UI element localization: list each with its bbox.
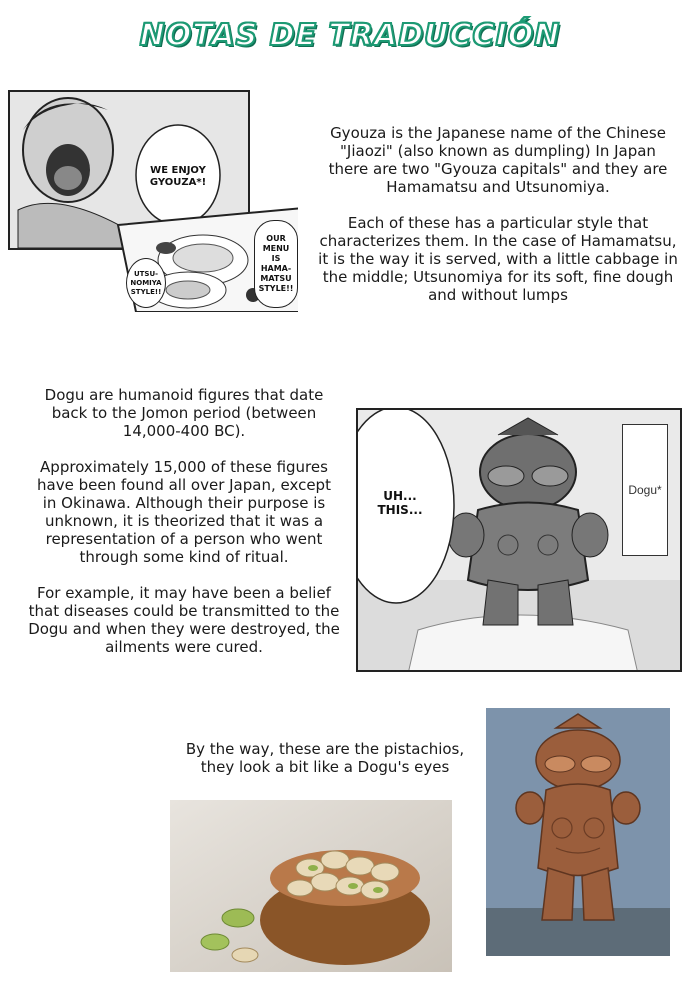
speech-bubble-utsunomiya: UTSU-NOMIYA STYLE!!: [126, 258, 166, 308]
dogu-statue-photo: [486, 708, 670, 956]
gyouza-paragraph-1: Gyouza is the Japanese name of the Chinese "Jiaozi" (also known as dumpling) In Japan there are two "Gyouza capitals" and they are Hamamatsu and Utsunomiya.: [328, 124, 668, 196]
gyouza-manga-panel: [8, 90, 298, 312]
dogu-notes: [28, 386, 340, 656]
dogu-caption-label: Dogu*: [622, 424, 668, 556]
dogu-statue-art: [486, 708, 670, 956]
pistachio-note: [176, 740, 474, 776]
pistachio-text: By the way, these are the pistachios, they look a bit like a Dogu's eyes: [185, 740, 465, 776]
dogu-paragraph-1: Dogu are humanoid figures that date back to the Jomon period (between 14,000-400 BC).: [44, 386, 324, 440]
gyouza-notes: [318, 124, 678, 304]
pistachio-photo: [170, 800, 452, 972]
speech-bubble-menu: OUR MENU IS HAMA-MATSU STYLE!!: [254, 220, 298, 308]
page-title: NOTAS DE TRADUCCIÓN: [139, 18, 561, 53]
dogu-paragraph-2: Approximately 15,000 of these figures have been found all over Japan, except in Okinawa. Although their purpose is unknown, it is theorized that it was a representation of a person who went through some kind of ritual.: [37, 458, 331, 566]
dogu-paragraph-3: For example, it may have been a belief that diseases could be transmitted to the Dogu and when they were destroyed, the ailments were cured.: [28, 584, 340, 656]
gyouza-paragraph-2: Each of these has a particular style that characterizes them. In the case of Hamamatsu, it is the way it is served, with a little cabbage in the middle; Utsunomiya for its soft, fine dough and without lumps: [318, 214, 678, 304]
pistachio-bowl-art: [170, 800, 452, 972]
dogu-manga-panel: [356, 408, 682, 672]
speech-bubble-enjoy: WE ENJOY GYOUZA*!: [149, 165, 207, 188]
speech-bubble-uh-this: UH... THIS...: [377, 489, 423, 517]
